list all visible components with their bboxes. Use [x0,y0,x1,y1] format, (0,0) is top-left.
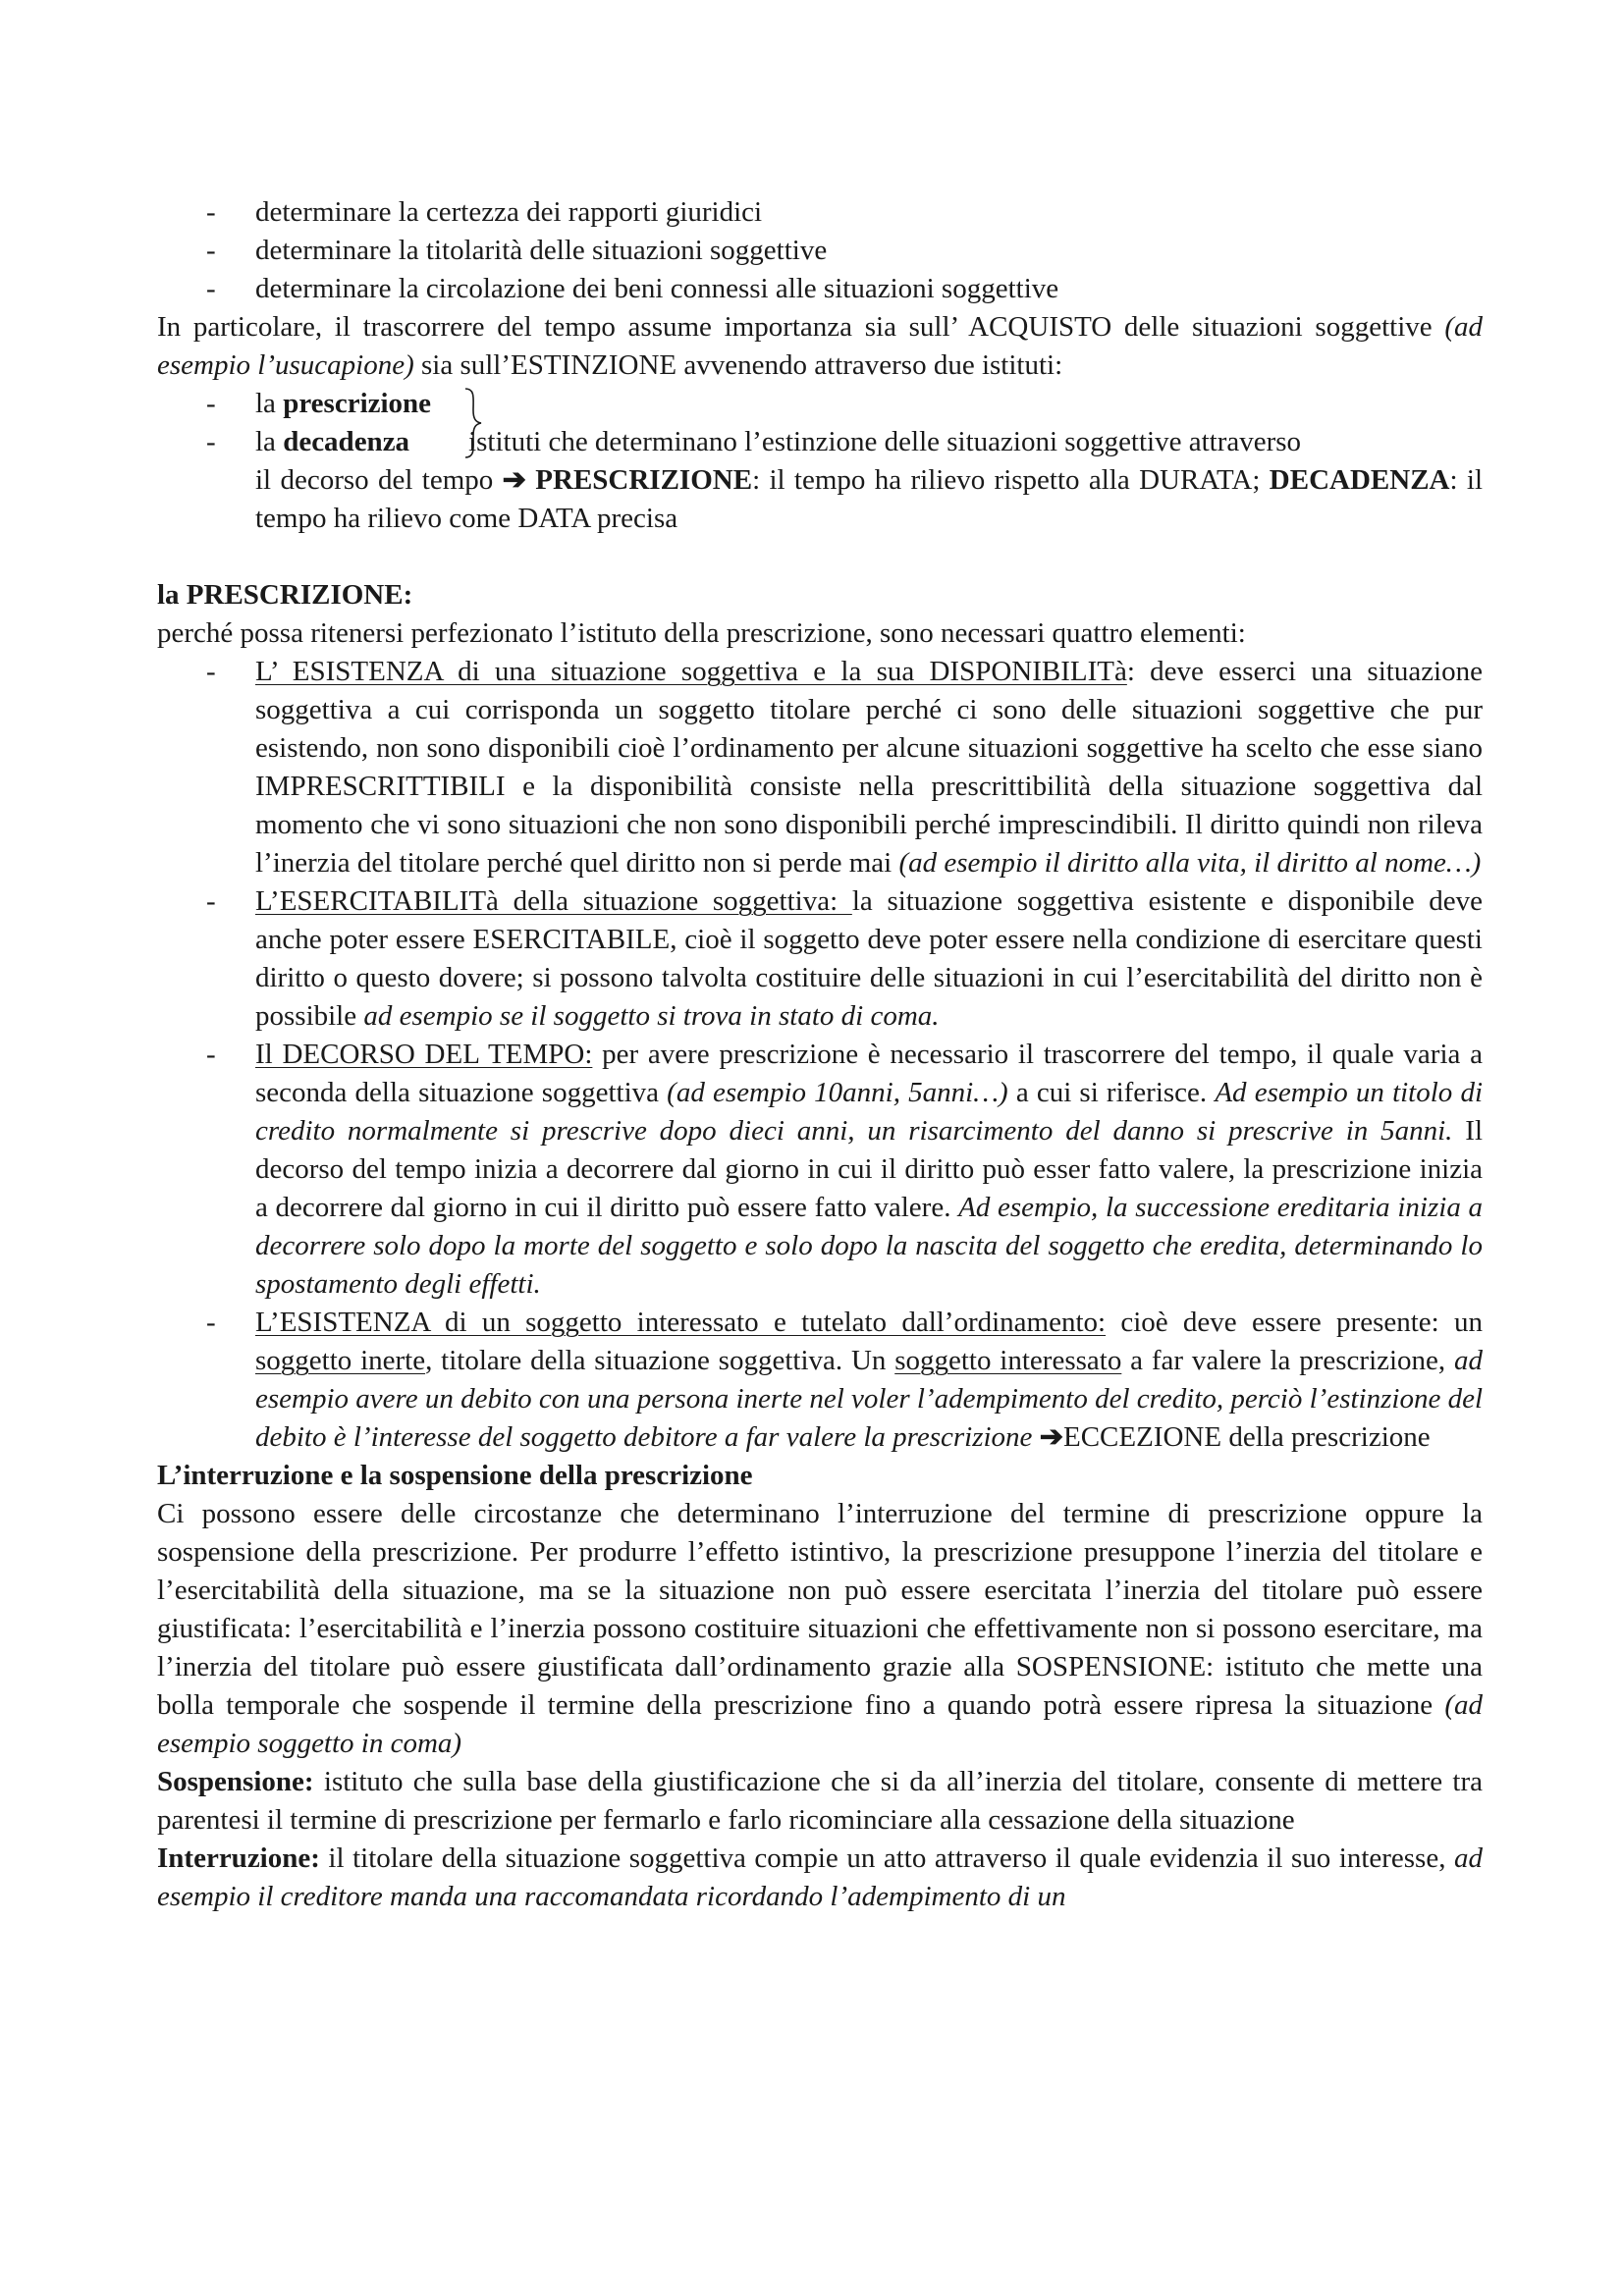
text-run: sia sull’ESTINZIONE avvenendo attraverso due istituti: [413,349,1063,381]
underlined-term: soggetto interessato [894,1345,1122,1376]
italic-run: (ad esempio l’usucapione) [157,311,1483,381]
text-run: la [255,388,284,419]
section-lead: perché possa ritenersi perfezionato l’istituto della prescrizione, sono necessari quattro elementi: [157,617,1246,649]
text-run: : il tempo ha rilievo rispetto alla DURATA; [752,464,1270,496]
italic-run: (ad esempio 10anni, 5anni…) [667,1077,1008,1108]
item-title: L’ESERCITABILITà della situazione soggettiva: [255,885,852,917]
section-heading-prescrizione: la PRESCRIZIONE: [157,579,413,611]
text-run: la [255,426,284,457]
text-run: a cui si riferisce. [1007,1077,1216,1108]
italic-run: (ad esempio soggetto in coma) [157,1689,1483,1759]
brace-text: istituti che determinano l’estinzione delle situazioni soggettive attraverso [468,426,1302,457]
interruzione-label: Interruzione: [157,1842,320,1874]
text-run: , titolare della situazione soggettiva. Un [425,1345,895,1376]
intro-paragraph [157,308,1483,385]
arrow-right-icon: ➔ [1032,1421,1063,1453]
prescrizione-label: PRESCRIZIONE [525,464,753,496]
text-run: Ci possono essere delle circostanze che determinano l’interruzione del termine di prescrizione oppure la sospensione della prescrizione. Per produrre l’effetto istintivo, la prescrizione presuppone l’inerzia del titolare e l’esercitabilità della situazione, ma se la situazione non può essere esercitata l’inerzia del titolare può essere giustificata: l’esercitabilità e l’inerzia possono costituire situazioni che effettivamente non si possono esercitare, ma l’inerzia del titolare può essere giustificata dall’ordinamento grazie alla SOSPENSIONE: istituto che mette una bolla temporale che sospende il termine della prescrizione fino a quando potrà essere ripresa la situazione [157,1498,1483,1721]
text-run: ECCEZIONE della prescrizione [1063,1421,1431,1453]
item-title: L’ESISTENZA di un soggetto interessato e tutelato dall’ordinamento: [255,1307,1107,1338]
list-item [157,882,1483,1036]
text-run: : deve esserci una situazione soggettiva a cui corrisponda un soggetto titolare perché ci sono delle situazioni soggettive che pur esistendo, non sono disponibili cioè l’ordinamento per alcune situazioni soggettive ha scelto che esse siano IMPRESCRITTIBILI e la disponibilità consiste nella prescrittibilità della situazione soggettiva dal momento che vi sono situazioni che non sono disponibili perché imprescindibili. Il diritto quindi non rileva l’inerzia del titolare perché quel diritto non si perde mai [255,656,1483,879]
sospensione-paragraph [157,1763,1483,1840]
interruzione-paragraph [157,1495,1483,1763]
text-run: il titolare della situazione soggettiva compie un atto attraverso il quale evidenzia il suo interesse, [319,1842,1454,1874]
item-title: L’ ESISTENZA di una situazione soggettiva e la sua DISPONIBILITà [255,656,1127,687]
prescrizione-term: prescrizione [283,388,432,419]
text-run: la situazione soggettiva esistente e disponibile deve anche poter essere ESERCITABILE, cioè il soggetto deve poter essere nella condizione di esercitare questi diritto o questo dovere; si possono talvolta costituire delle situazioni in cui l’esercitabilità del diritto non è possibile [255,885,1483,1032]
intro-list [157,193,1483,308]
text-run: per avere prescrizione è necessario il trascorrere del tempo, il quale varia a seconda della situazione soggettiva [255,1039,1483,1108]
list-item [157,653,1483,882]
list-item [157,1304,1483,1457]
text-run: In particolare, il trascorrere del tempo assume importanza sia sull’ ACQUISTO delle situazioni soggettive [157,311,1445,343]
text-run: a far valere la prescrizione, [1121,1345,1454,1376]
italic-run: (ad esempio il diritto alla vita, il diritto al nome…) [898,847,1482,879]
italic-run: Ad esempio un titolo di credito normalmente si prescrive dopo dieci anni, un risarcimento del danno si prescrive in 5anni. [255,1077,1484,1147]
italic-run: ad esempio se il soggetto si trova in stato di coma. [363,1000,940,1032]
istituti-list [157,385,1483,538]
text-run: istituto che sulla base della giustificazione che si da all’inerzia del titolare, consente di mettere tra parentesi il termine di prescrizione per fermarlo e farlo ricominciare alla cessazione della situazione [157,1766,1483,1836]
text-run: cioè deve essere presente: un [1106,1307,1483,1338]
italic-run: ad esempio avere un debito con una persona inerte nel voler l’adempimento del credito, perciò l’estinzione del debito è l’interesse del soggetto debitore a far valere la prescrizione [255,1345,1483,1453]
list-item: - determinare la certezza dei rapporti giuridici [157,193,1483,232]
italic-run: ad esempio il creditore manda una raccomandata ricordando l’adempimento di un [157,1842,1483,1912]
section-heading-interruzione: L’interruzione e la sospensione della prescrizione [157,1460,753,1491]
list-item-decadenza [157,423,1483,538]
decadenza-label: DECADENZA [1269,464,1450,496]
elements-list [157,653,1483,1457]
sospensione-label: Sospensione: [157,1766,314,1797]
arrow-right-icon: ➔ [502,464,526,496]
underlined-term: soggetto inerte [255,1345,426,1376]
spacer [157,538,1483,576]
list-item-prescrizione [157,385,1483,423]
item-title: Il DECORSO DEL TEMPO: [255,1039,593,1070]
interruzione-definition [157,1840,1483,1916]
list-item [157,1036,1483,1304]
italic-run: Ad esempio, la successione ereditaria inizia a decorrere solo dopo la morte del soggetto e solo dopo la nascita del soggetto che eredita, determinando lo spostamento degli effetti. [255,1192,1483,1300]
page-content [157,193,1483,1916]
text-run: il decorso del tempo [255,464,503,496]
list-item: - determinare la titolarità delle situazioni soggettive [157,232,1483,270]
decadenza-term: decadenza [283,426,410,457]
list-item: - determinare la circolazione dei beni connessi alle situazioni soggettive [157,270,1483,308]
text-run: Il decorso del tempo inizia a decorrere dal giorno in cui il diritto può esser fatto valere, la prescrizione inizia a decorrere dal giorno in cui il diritto può essere fatto valere. [255,1115,1484,1223]
text-run: : il tempo ha rilievo come DATA precisa [255,464,1484,534]
